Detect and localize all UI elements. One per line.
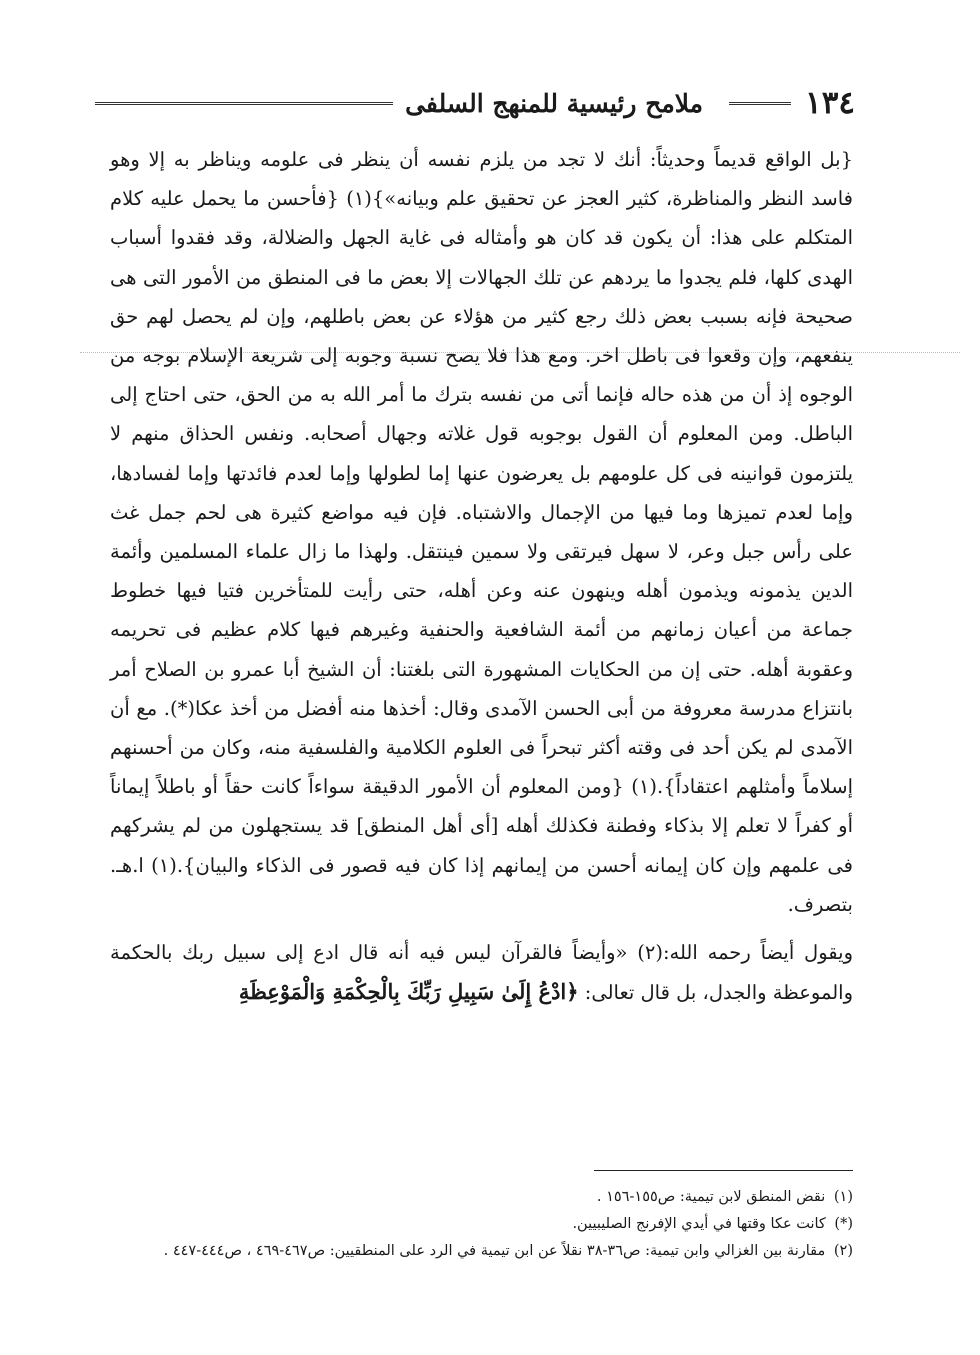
footnote-text: مقارنة بين الغزالي وابن تيمية: ص٣٦-٣٨ نقلاً عن ابن تيمية في الرد على المنطقيين: ص٤٦٧-٤٦٩ ، ص٤٤٤-٤٤٧ . [163, 1243, 826, 1259]
footnote-marker: (*) [834, 1216, 853, 1232]
page-number: ١٣٤ [805, 85, 855, 121]
footnote-1 [110, 1184, 853, 1211]
footnotes [110, 1184, 853, 1265]
main-text [110, 140, 853, 1012]
page-header [95, 78, 855, 128]
footnote-2 [110, 1238, 853, 1265]
closing-text: ويقول أيضاً رحمه الله:(٢) «وأيضاً فالقرآن ليس فيه أنه قال ادع إلى سبيل ربك بالحكمة والموعظة والجدل، بل قال تعالى: [110, 941, 853, 1005]
quran-verse: ﴿ادْعُ إِلَىٰ سَبِيلِ رَبِّكَ بِالْحِكْمَةِ وَالْمَوْعِظَةِ [238, 979, 579, 1005]
footnote-text: نقض المنطق لابن تيمية: ص١٥٥-١٥٦ . [596, 1189, 826, 1205]
footnote-marker: (٢) [833, 1243, 853, 1259]
footnote-text: كانت عكا وقتها في أيدي الإفرنج الصليبيين. [572, 1216, 826, 1232]
paragraph-quote: {بل الواقع قديماً وحديثاً: أنك لا تجد من يلزم نفسه أن ينظر فى علومه ويناظر به إلا وهو فاسد النظر والمناظرة، كثير العجز عن تحقيق علم وبيانه»}(١) {فأحسن ما يحمل عليه كلام المتكلم على هذا: أن يكون قد كان هو وأمثاله فى غاية الجهل والضلالة، وقد فقدوا أسباب الهدى كلها، فلم يجدوا ما يردهم عن تلك الجهالات إلا بعض ما فى المنطق من الأمور التى هى صحيحة فإنه بسبب بعض ذلك رجع كثير من هؤلاء عن بعض باطلهم، وإن لم يحصل لهم حق ينفعهم، وإن وقعوا فى باطل اخر. ومع هذا فلا يصح نسبة وجوبه إلى شريعة الإسلام بوجه من الوجوه إذ أن من هذه حاله فإنما أتى من نفسه بترك ما أمر الله به من الحق، حتى احتاج إلى الباطل. ومن المعلوم أن القول بوجوبه قول غلاته وجهال أصحابه. ونفس الحذاق منهم لا يلتزمون قوانينه فى كل علومهم بل يعرضون عنها إما لطولها وإما لعدم فائدتها وإما لفسادها، وإما لعدم تميزها وما فيها من الإجمال والاشتباه. فإن فيه مواضع كثيرة هى لحم جمل غث على رأس جبل وعر، لا سهل فيرتقى ولا سمين فينتقل. ولهذا ما زال علماء المسلمين وأئمة الدين يذمونه ويذمون أهله وينهون عنه وعن أهله، حتى رأيت للمتأخرين فتيا فيها خطوط جماعة من أعيان زمانهم من أئمة الشافعية والحنفية وغيرهم فيها كلام عظيم فى تحريمه وعقوبة أهله. حتى إن من الحكايات المشهورة التى بلغتنا: أن الشيخ أبا عمرو بن الصلاح أمر بانتزاع مدرسة معروفة من أبى الحسن الآمدى وقال: أخذها منه أفضل من أخذ عكا(*). مع أن الآمدى لم يكن أحد فى وقته أكثر تبحراً فى العلوم الكلامية والفلسفية منه، وكان من أحسنهم إسلاماً وأمثلهم اعتقاداً}.(١) {ومن المعلوم أن الأمور الدقيقة سواءاً كانت حقاً أو باطلاً إيماناً أو كفراً لا تعلم إلا بذكاء وفطنة فكذلك أهله [أى أهل المنطق] قد يستجهلون من لم يشركهم فى علمهم وإن كان إيمانه أحسن من إيمانهم إذا كان فيه قصور فى الذكاء والبيان}.(١) ا.هـ. بتصرف. [110, 148, 853, 916]
header-rule-short [729, 102, 791, 105]
footnote-separator [594, 1170, 853, 1171]
paragraph-closing [110, 933, 853, 1012]
footnote-star [110, 1211, 853, 1238]
header-rule-long [95, 102, 393, 105]
footnote-marker: (١) [833, 1189, 853, 1205]
running-title: ملامح رئيسية للمنهج السلفى [405, 88, 704, 118]
